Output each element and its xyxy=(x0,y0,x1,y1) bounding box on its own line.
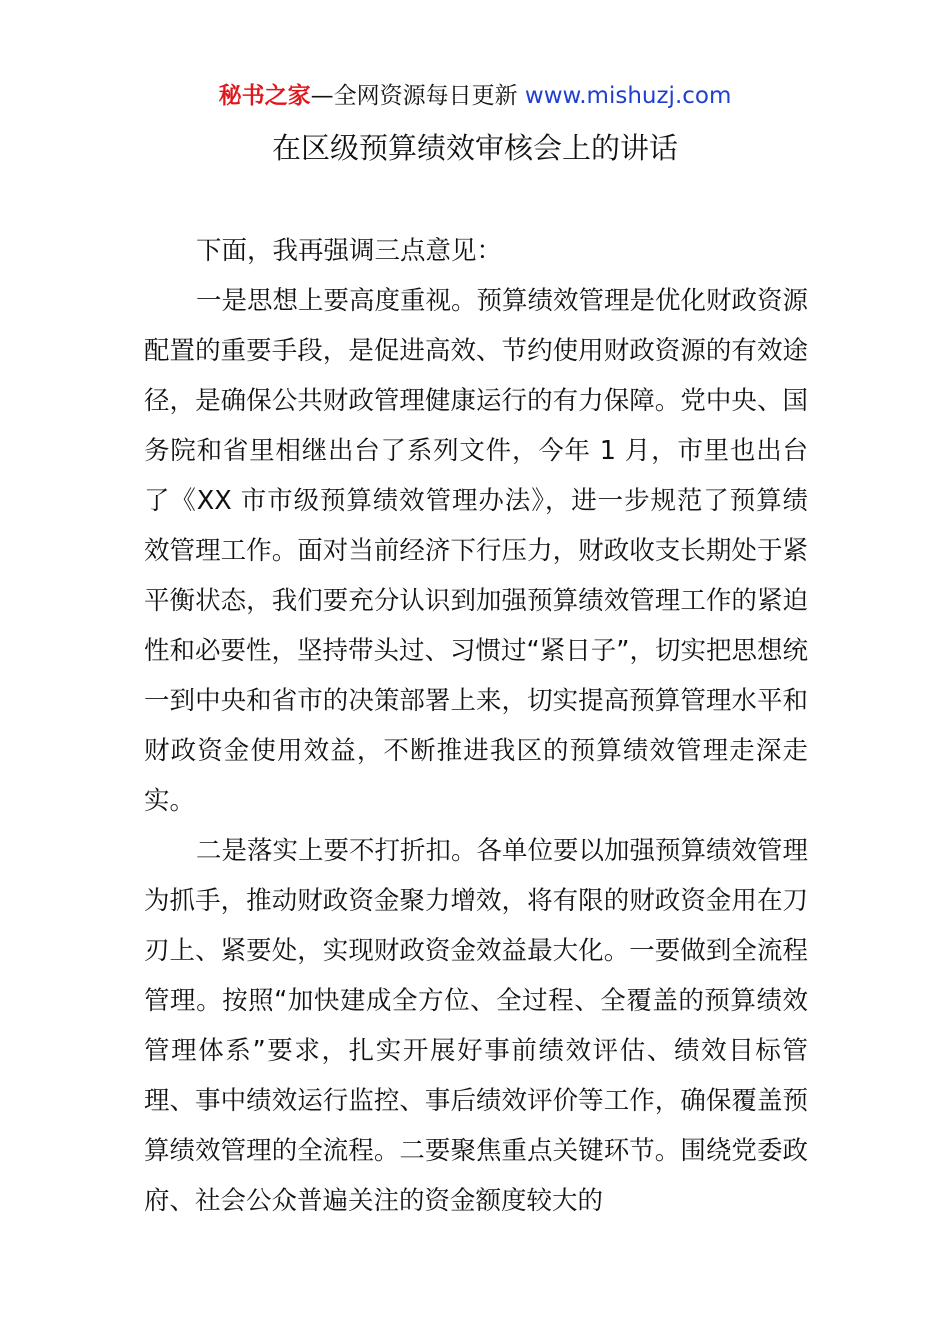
paragraph: 下面，我再强调三点意见： xyxy=(196,236,503,266)
brand-name: 秘书之家 xyxy=(218,83,311,109)
paragraph: 一是思想上要高度重视。预算绩效管理是优化财政资源配置的重要手段，是促进高效、节约使用财政资源的有效途径，是确保公共财政管理健康运行的有力保障。党中央、国务院和省里相继出台了系列文件，今年 1 月，市里也出台了《XX 市市级预算绩效管理办法》，进一步规范了预算绩效管理工作。面对当前经济下行压力，财政收支长期处于紧平衡状态，我们要充分认识到加强预算绩效管理工作的紧迫性和必要性，坚持带头过、习惯过“紧日子”，切实把思想统一到中央和省市的决策部署上来，切实提高预算管理水平和财政资金使用效益，不断推进我区的预算绩效管理走深走实。 xyxy=(144,286,809,816)
paragraph: 二是落实上要不打折扣。各单位要以加强预算绩效管理为抓手，推动财政资金聚力增效，将有限的财政资金用在刀刃上、紧要处，实现财政资金效益最大化。一要做到全流程管理。按照“加快建成全方位、全过程、全覆盖的预算绩效管理体系”要求，扎实开展好事前绩效评估、绩效目标管理、事中绩效运行监控、事后绩效评价等工作，确保覆盖预算绩效管理的全流程。二要聚焦重点关键环节。围绕党委政府、社会公众普遍关注的资金额度较大的 xyxy=(144,836,809,1216)
document-title: 在区级预算绩效审核会上的讲话 xyxy=(271,131,678,165)
document-body xyxy=(144,226,808,1226)
site-url-link[interactable]: www.mishuzj.com xyxy=(524,83,732,109)
header-tagline: —全网资源每日更新 xyxy=(310,83,525,109)
site-header xyxy=(0,80,950,112)
